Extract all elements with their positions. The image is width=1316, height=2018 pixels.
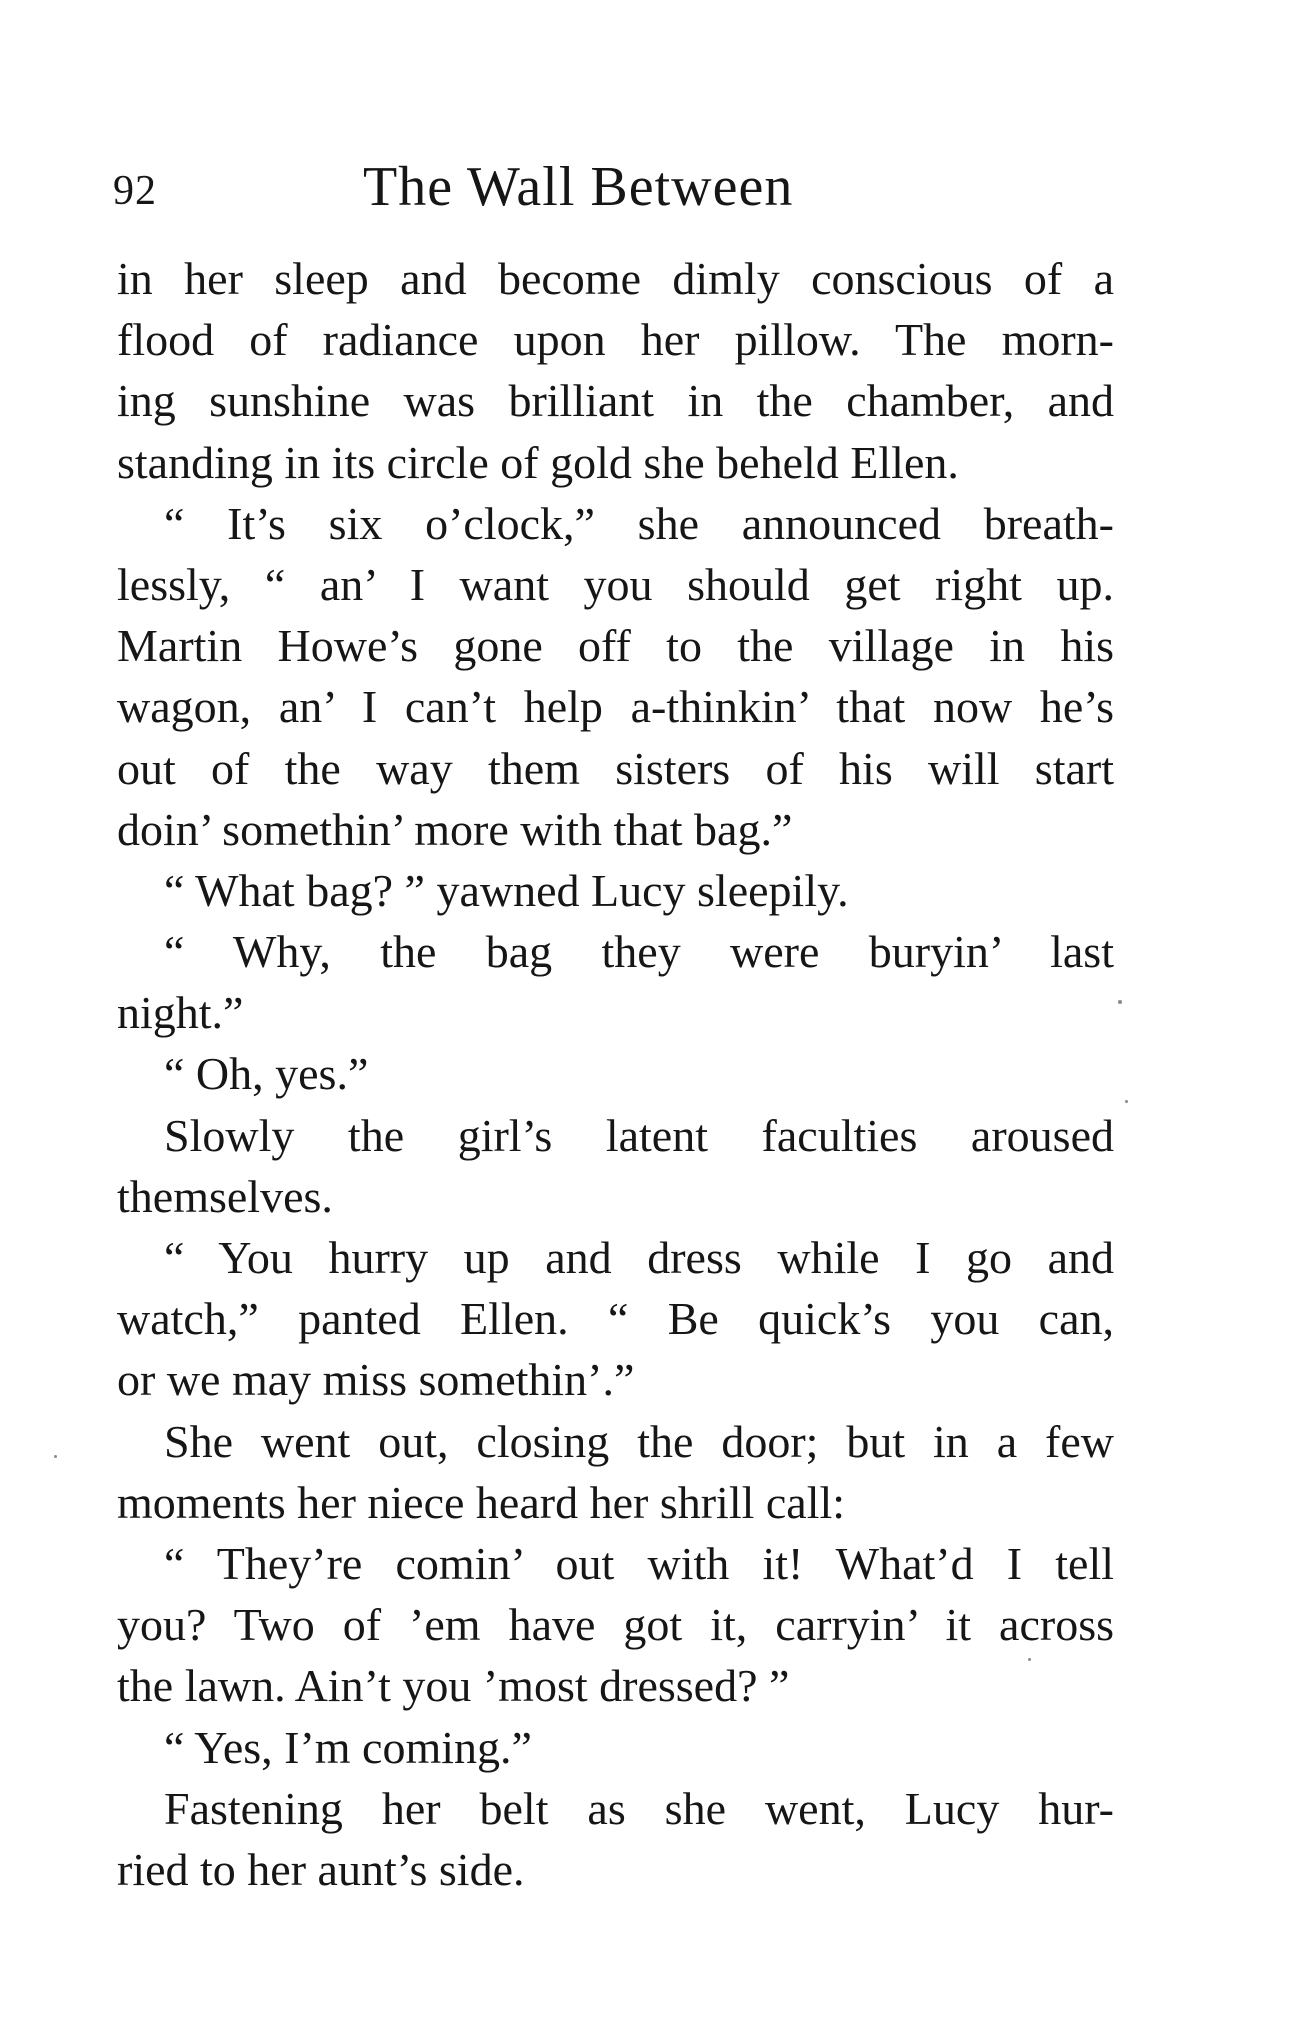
text-line: “ It’s six o’clock,” she announced breath- xyxy=(164,497,1114,549)
text-line: flood of radiance upon her pillow. The morn- xyxy=(117,314,1114,366)
body-text xyxy=(117,248,1114,1900)
text-line: you? Two of ’em have got it, carryin’ it across xyxy=(117,1599,1114,1651)
text-line: in her sleep and become dimly conscious of a xyxy=(117,253,1114,304)
text-line: “ They’re comin’ out with it! What’d I tell xyxy=(164,1537,1114,1589)
text-line: standing in its circle of gold she beheld Ellen. xyxy=(117,436,959,488)
text-line: ing sunshine was brilliant in the chamber, and xyxy=(117,375,1114,427)
scan-speck xyxy=(54,1455,57,1458)
text-line: wagon, an’ I can’t help a-thinkin’ that now he’s xyxy=(117,681,1114,733)
page-number: 92 xyxy=(113,168,157,214)
text-line: ried to her aunt’s side. xyxy=(117,1843,525,1895)
text-line: Martin Howe’s gone off to the village in his xyxy=(117,620,1114,672)
text-line: out of the way them sisters of his will start xyxy=(117,742,1114,794)
text-line: watch,” panted Ellen. “ Be quick’s you can, xyxy=(117,1293,1114,1345)
scan-speck xyxy=(1118,1000,1122,1004)
page-header xyxy=(113,155,1113,235)
text-line: night.” xyxy=(117,987,244,1039)
text-line: lessly, “ an’ I want you should get right up. xyxy=(117,558,1114,610)
running-title: The Wall Between xyxy=(363,156,794,218)
text-line: moments her niece heard her shrill call: xyxy=(117,1476,846,1528)
text-line: “ You hurry up and dress while I go and xyxy=(164,1232,1114,1283)
text-line: Fastening her belt as she went, Lucy hur- xyxy=(164,1782,1114,1834)
text-line: “ What bag? ” yawned Lucy sleepily. xyxy=(164,864,849,916)
text-line: Slowly the girl’s latent faculties aroused xyxy=(164,1109,1114,1161)
scan-speck xyxy=(1125,1100,1128,1103)
text-line: or we may miss somethin’.” xyxy=(117,1354,635,1406)
text-line: “ Oh, yes.” xyxy=(164,1048,369,1100)
text-line: doin’ somethin’ more with that bag.” xyxy=(117,803,793,855)
text-line: “ Yes, I’m coming.” xyxy=(164,1721,532,1773)
text-line: “ Why, the bag they were buryin’ last xyxy=(164,926,1114,978)
text-line: the lawn. Ain’t you ’most dressed? ” xyxy=(117,1660,790,1712)
text-line: She went out, closing the door; but in a few xyxy=(164,1415,1114,1467)
text-line: themselves. xyxy=(117,1170,333,1222)
scan-speck xyxy=(1028,1658,1031,1661)
